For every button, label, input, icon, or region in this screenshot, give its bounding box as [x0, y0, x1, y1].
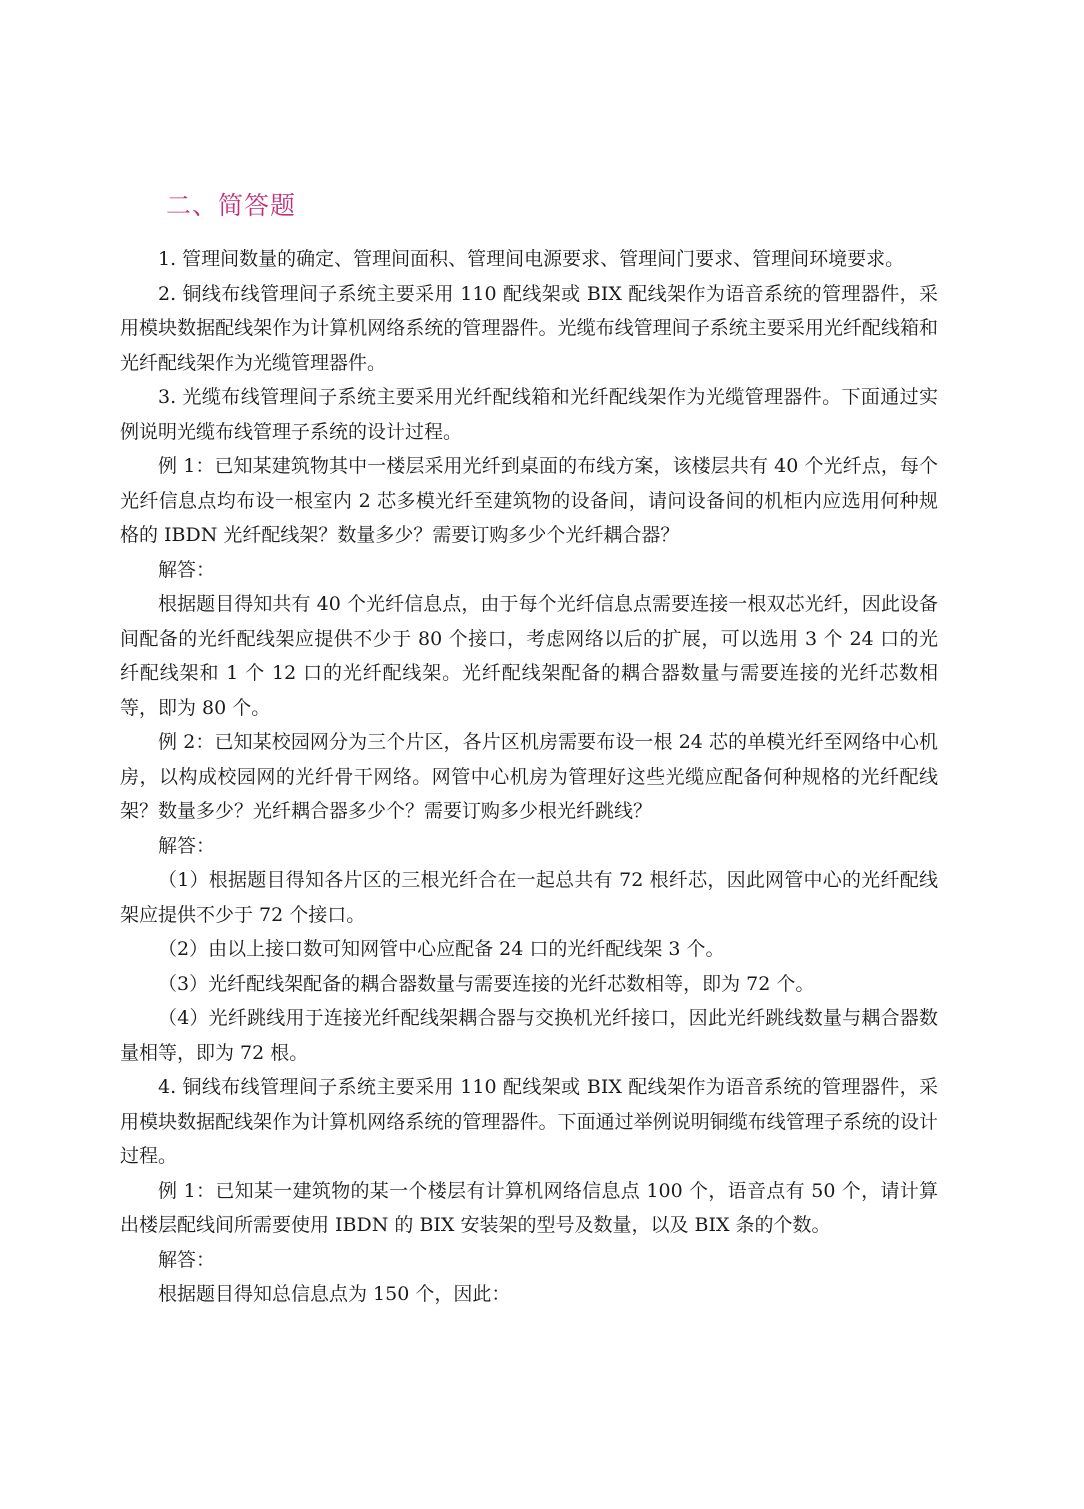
paragraph: 例 1：已知某建筑物其中一楼层采用光纤到桌面的布线方案，该楼层共有 40 个光纤点，每个光纤信息点均布设一根室内 2 芯多模光纤至建筑物的设备间，请问设备间的机柜内应选用何种规格的 IBDN 光纤配线架？数量多少？需要订购多少个光纤耦合器？: [120, 455, 938, 546]
paragraph: 根据题目得知共有 40 个光纤信息点，由于每个光纤信息点需要连接一根双芯光纤，因此设备间配备的光纤配线架应提供不少于 80 个接口，考虑网络以后的扩展，可以选用 3 个 24 口的光纤配线架和 1 个 12 口的光纤配线架。光纤配线架配备的耦合器数量与需要连接的光纤芯数相等，即为 80 个。: [120, 593, 938, 719]
paragraph: 解答：: [158, 834, 216, 857]
paragraph: 解答：: [158, 1248, 216, 1271]
paragraph: （2）由以上接口数可知网管中心应配备 24 口的光纤配线架 3 个。: [158, 938, 725, 960]
paragraph: （3）光纤配线架配备的耦合器数量与需要连接的光纤芯数相等，即为 72 个。: [158, 972, 815, 995]
paragraph: 2. 铜线布线管理间子系统主要采用 110 配线架或 BIX 配线架作为语音系统的管理器件，采用模块数据配线架作为计算机网络系统的管理器件。光缆布线管理间子系统主要采用光纤配线箱和光纤配线架作为光缆管理器件。: [120, 282, 938, 374]
answer-body: [120, 242, 938, 1312]
paragraph: 3. 光缆布线管理间子系统主要采用光纤配线箱和光纤配线架作为光缆管理器件。下面通过实例说明光缆布线管理子系统的设计过程。: [120, 386, 938, 443]
paragraph: （4）光纤跳线用于连接光纤配线架耦合器与交换机光纤接口，因此光纤跳线数量与耦合器数量相等，即为 72 根。: [120, 1007, 938, 1064]
paragraph: （1）根据题目得知各片区的三根光纤合在一起总共有 72 根纤芯，因此网管中心的光纤配线架应提供不少于 72 个接口。: [120, 869, 938, 926]
paragraph: 1. 管理间数量的确定、管理间面积、管理间电源要求、管理间门要求、管理间环境要求。: [158, 248, 905, 270]
section-title: 二、简答题: [166, 191, 297, 220]
paragraph: 4. 铜线布线管理间子系统主要采用 110 配线架或 BIX 配线架作为语音系统的管理器件，采用模块数据配线架作为计算机网络系统的管理器件。下面通过举例说明铜缆布线管理子系统的设计过程。: [120, 1076, 938, 1167]
paragraph: 例 2：已知某校园网分为三个片区，各片区机房需要布设一根 24 芯的单模光纤至网络中心机房，以构成校园网的光纤骨干网络。网管中心机房为管理好这些光缆应配备何种规格的光纤配线架？数量多少？光纤耦合器多少个？需要订购多少根光纤跳线？: [120, 731, 938, 822]
paragraph: 根据题目得知总信息点为 150 个，因此：: [158, 1283, 511, 1305]
paragraph: 例 1：已知某一建筑物的某一个楼层有计算机网络信息点 100 个，语音点有 50 个，请计算出楼层配线间所需要使用 IBDN 的 BIX 安装架的型号及数量，以及 BIX 条的个数。: [120, 1179, 938, 1236]
paragraph: 解答：: [158, 558, 216, 581]
